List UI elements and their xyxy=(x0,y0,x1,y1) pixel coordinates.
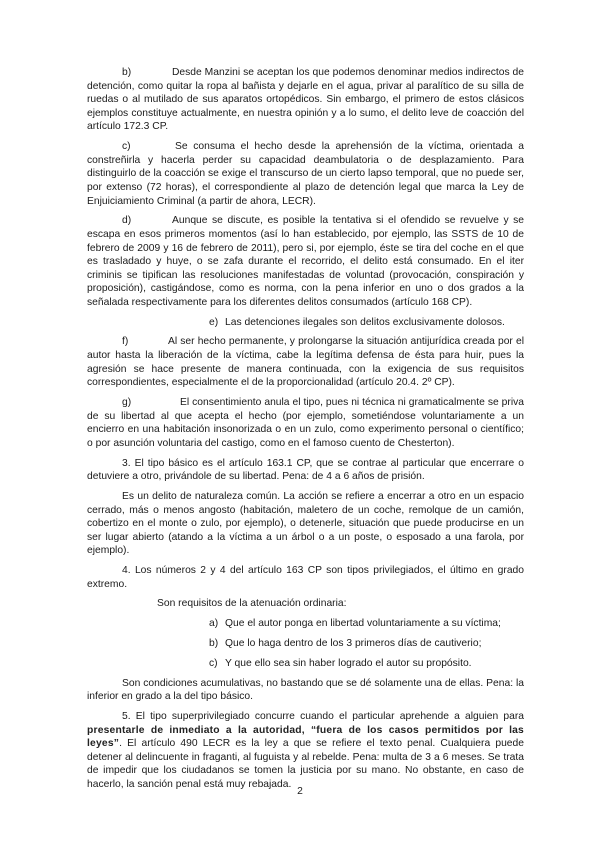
paragraph-f xyxy=(87,335,524,389)
item-text: Y que ello sea sin haber logrado el autor su propósito. xyxy=(225,657,472,669)
item-text: Que el autor ponga en libertad voluntariamente a su víctima; xyxy=(225,618,501,630)
paragraph-3: 3. El tipo básico es el artículo 163.1 CP, que se contrae al particular que encerrare o detuviere a otro, privándole de su libertad. Pena: de 4 a 6 años de prisión. xyxy=(87,457,524,483)
paragraph-text: Aunque se discute, es posible la tentativa si el ofendido se revuelve y se escapa en esos primeros momentos (así lo han establecido, por ejemplo, las SSTS de 10 de febrero de 2009 y 16 de febrero de 2011), pero si, por ejemplo, éste se tira del coche en el que es trasladado y huye, o se zafa durante el recorrido, el delito está consumado. En el iter criminis se tipifican las resoluciones manifestadas de voluntad (provocación, conspiración y proposición), castigándose, como es norma, con la pena inferior en uno o dos grados a la señalada respectivamente para los diferentes delitos consumados (artículo 168 CP). xyxy=(87,215,524,308)
paragraph-text: Las detenciones ilegales son delitos exclusivamente dolosos. xyxy=(225,316,505,328)
paragraph-5 xyxy=(87,710,524,792)
paragraph-text: Se consuma el hecho desde la aprehensión de la víctima, orientada a constreñirla y hacerla perder su capacidad deambulatoria o de desplazamiento. Para distinguirlo de la coacción se exige el transcurso de un cierto lapso temporal, que no puede ser, por extenso (72 horas), el correspondiente al plazo de detención legal que marca la Ley de Enjuiciamiento Criminal (a partir de ahora, LECR). xyxy=(87,141,524,207)
paragraph-4: 4. Los números 2 y 4 del artículo 163 CP son tipos privilegiados, el último en grado extremo. xyxy=(87,565,524,590)
paragraph-3-detail: Es un delito de naturaleza común. La acción se refiere a encerrar a otro en un espacio cerrado, más o menos angosto (habitación, maletero de un coche, remolque de un camión, cobertizo en el monte o zulo, por ejemplo), o detenerle, situación que puede producirse en un ser lugar abierto (atando a la víctima a un árbol o a un poste, o esposado a una farola, por ejemplo). xyxy=(87,490,524,557)
item-label: b) xyxy=(209,638,219,650)
paragraph-text: . El artículo 490 LECR es la ley a que se refiere el texto penal. Cualquiera puede detener al delincuente in fraganti, al fuguista y al rebelde. Pena: multa de 3 a 6 meses. Se trata de impedir que los ciudadanos se tomen la justicia por su mano. No obstante, en caso de hacerlo, la sanción penal está muy rebajada. xyxy=(87,738,524,790)
paragraph-b xyxy=(87,66,524,134)
requisito-item xyxy=(209,637,524,651)
item-label: g) xyxy=(122,397,132,408)
paragraph-c xyxy=(87,140,524,208)
item-label: a) xyxy=(209,618,219,630)
requisito-item xyxy=(209,617,524,631)
item-label: b) xyxy=(122,67,132,78)
requisitos-intro: Son requisitos de la atenuación ordinaria: xyxy=(157,598,347,610)
paragraph-g xyxy=(87,396,524,450)
paragraph-e xyxy=(209,316,524,330)
paragraph-text: Desde Manzini se aceptan los que podemos denominar medios indirectos de detención, como quitar la ropa al bañista y dejarle en el agua, privar al paralítico de su silla de ruedas o al mutilado de sus aparatos ortopédicos. Sin embargo, el primero de estos clásicos ejemplos constituye actualmente, en nuestra opinión y a lo sumo, el delito leve de coacción del artículo 172.3 CP. xyxy=(87,67,524,133)
paragraph-text: El consentimiento anula el tipo, pues ni técnica ni gramaticalmente se priva de su libertad al que acepta el hecho (por ejemplo, sometiéndose voluntariamente a un encierro en una habitación insonorizada o en un zulo, como experimento personal o científico; o por asunción voluntaria del castigo, como en el famoso cuento de Chesterton). xyxy=(87,397,524,449)
paragraph-text: Al ser hecho permanente, y prolongarse la situación antijurídica creada por el autor hasta la liberación de la víctima, cabe la legítima defensa de ésta para huir, pues la agresión se hace presente de manera continuada, con la exigencia de sus requisitos correspondientes, especialmente el de la proporcionalidad (artículo 20.4. 2º CP). xyxy=(87,336,524,389)
item-label: c) xyxy=(122,141,131,153)
item-label: d) xyxy=(122,215,132,227)
paragraph-d xyxy=(87,214,524,309)
item-text: Que lo haga dentro de los 3 primeros días de cautiverio; xyxy=(225,638,482,650)
item-label: c) xyxy=(209,657,218,669)
quoted-text: presentarle de inmediato a la autoridad, “fuera de los casos permitidos por las leyes” xyxy=(87,724,524,750)
paragraph-text: 5. El tipo superprivilegiado concurre cuando el particular aprehende a alguien para xyxy=(122,710,524,722)
document-page-body xyxy=(87,66,524,798)
requisito-item xyxy=(209,657,524,671)
item-label: e) xyxy=(209,316,219,328)
item-label: f) xyxy=(122,336,129,348)
paragraph-condiciones: Son condiciones acumulativas, no bastando que se dé solamente una de ellas. Pena: la inferior en grado a la del tipo básico. xyxy=(87,677,524,703)
page-number: 2 xyxy=(297,786,303,797)
